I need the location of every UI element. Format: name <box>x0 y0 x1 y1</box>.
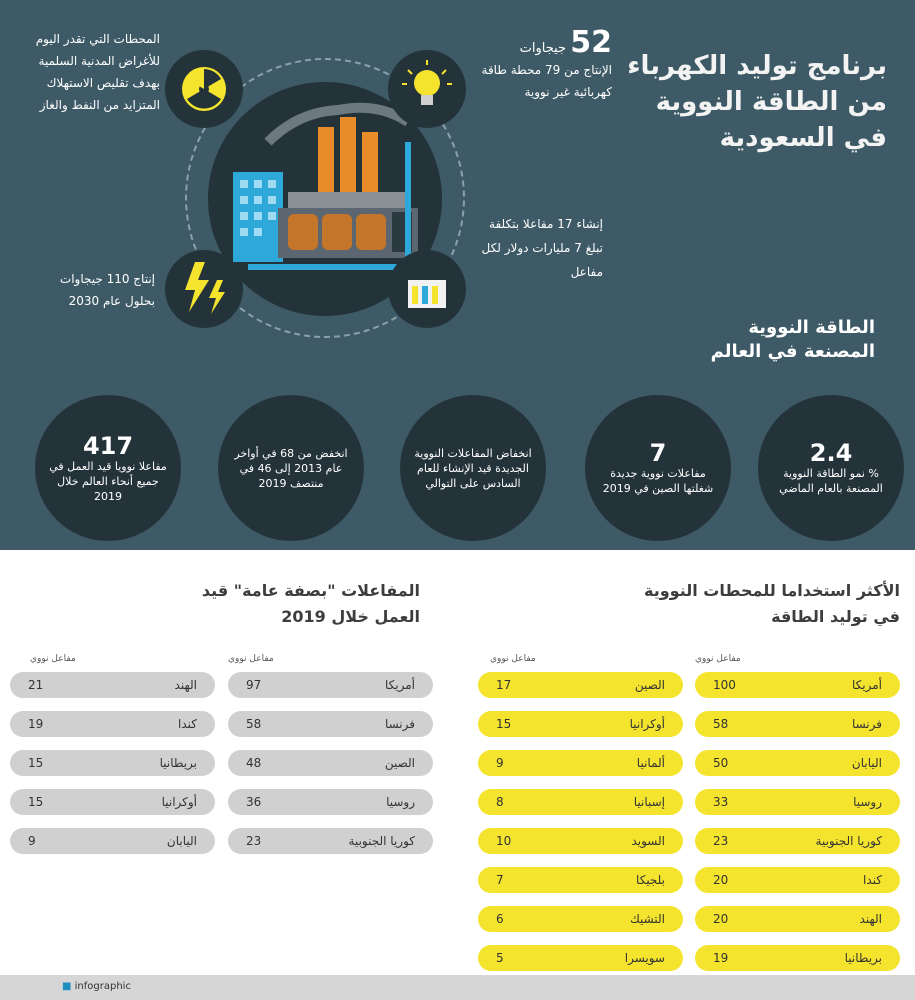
row-country: أمريكا <box>384 678 415 692</box>
lightning-circle <box>165 250 243 328</box>
radiation-circle <box>165 50 243 128</box>
right-section-title <box>575 578 900 630</box>
table-row <box>10 711 215 737</box>
column-header: مفاعل نووي <box>228 654 274 664</box>
table-row <box>478 672 683 698</box>
row-country: فرنسا <box>851 717 882 731</box>
stat-number: 417 <box>82 431 134 460</box>
fact-goal: المحطات التي تقدر اليوم للأغراض المدنية السلمية بهدف تقليص الاستهلاك المتزايد من النفط والغاز <box>35 32 160 112</box>
row-country: بريطانيا <box>844 951 882 965</box>
table-row <box>228 711 433 737</box>
column-header: مفاعل نووي <box>695 654 741 664</box>
row-country: الصين <box>384 756 415 770</box>
brand-text: infographic <box>74 981 131 992</box>
column-header: مفاعل نووي <box>30 654 76 664</box>
row-value: 7 <box>496 873 504 887</box>
title-line-3: في السعودية <box>719 123 887 153</box>
stat-growth <box>758 395 904 541</box>
left-title-line-1: المفاعلات "بصفة عامة" قيد <box>201 581 420 600</box>
title-line-2: من الطاقة النووية <box>655 87 887 117</box>
reactor-circle <box>388 250 466 328</box>
row-country: التشيك <box>629 912 665 926</box>
row-country: روسيا <box>386 795 415 809</box>
stat-number: 2.4 <box>809 439 853 467</box>
building-icon <box>388 250 466 328</box>
row-value: 23 <box>713 834 729 848</box>
row-country: اليابان <box>851 756 882 770</box>
fact-52-unit: جيجاوات <box>519 41 567 56</box>
row-value: 9 <box>496 756 504 770</box>
stat-total <box>35 395 181 541</box>
table-row <box>478 867 683 893</box>
left-section-title <box>150 578 420 630</box>
row-country: كوريا الجنوبية <box>815 834 882 848</box>
table-row <box>695 711 900 737</box>
title-line-1: برنامج توليد الكهرباء <box>627 51 887 81</box>
row-value: 6 <box>496 912 504 926</box>
fact-52-number: 52 <box>570 25 612 60</box>
row-value: 15 <box>28 756 44 770</box>
row-country: روسيا <box>853 795 882 809</box>
table-row <box>10 672 215 698</box>
row-country: كندا <box>863 873 882 887</box>
stat-china <box>585 395 731 541</box>
stat-text: انخفاض المفاعلات النووية الجديدة قيد الإنشاء للعام السادس على التوالي <box>414 446 532 490</box>
row-country: بريطانيا <box>159 756 197 770</box>
right-title-line-1: الأكثر استخداما للمحطات النووية <box>644 581 900 600</box>
page-title <box>607 48 887 156</box>
row-value: 10 <box>496 834 512 848</box>
row-value: 15 <box>28 795 44 809</box>
row-country: إسبانيا <box>633 795 665 809</box>
row-value: 36 <box>246 795 262 809</box>
footer <box>0 975 915 1000</box>
row-country: السويد <box>631 834 665 848</box>
row-value: 20 <box>713 873 729 887</box>
table-row <box>695 672 900 698</box>
table-row <box>695 828 900 854</box>
row-country: ألمانيا <box>636 756 665 770</box>
right-title-line-2: في توليد الطاقة <box>771 607 900 626</box>
lightbulb-icon <box>388 50 466 128</box>
brand-logo: ■ infographic <box>62 981 131 992</box>
row-value: 8 <box>496 795 504 809</box>
fact-52-text: الإنتاج من 79 محطة طاقة كهربائية غير نووية <box>481 63 612 99</box>
table-row <box>695 906 900 932</box>
lightning-icon <box>165 250 243 328</box>
row-value: 100 <box>713 678 736 692</box>
row-country: الصين <box>634 678 665 692</box>
row-value: 17 <box>496 678 512 692</box>
row-value: 58 <box>246 717 262 731</box>
row-value: 21 <box>28 678 44 692</box>
table-row <box>695 789 900 815</box>
tables-section <box>0 550 915 975</box>
table-row <box>228 672 433 698</box>
left-title-line-2: العمل خلال 2019 <box>281 607 420 626</box>
row-value: 19 <box>713 951 729 965</box>
row-value: 23 <box>246 834 262 848</box>
stat-text: مفاعلات نووية جديدة شغلتها الصين في 2019 <box>602 467 714 495</box>
row-value: 19 <box>28 717 44 731</box>
stat-decrease <box>218 395 364 541</box>
row-value: 20 <box>713 912 729 926</box>
row-value: 48 <box>246 756 262 770</box>
table-row <box>695 750 900 776</box>
row-value: 9 <box>28 834 36 848</box>
table-row <box>478 906 683 932</box>
row-country: أوكرانيا <box>629 717 665 731</box>
stat-text: انخفض من 68 في أواخر عام 2013 إلى 46 في منتصف 2019 <box>234 446 348 490</box>
table-row <box>695 867 900 893</box>
row-country: فرنسا <box>384 717 415 731</box>
table-row <box>10 828 215 854</box>
row-value: 33 <box>713 795 729 809</box>
table-row <box>228 789 433 815</box>
row-value: 15 <box>496 717 512 731</box>
stat-number: 7 <box>649 439 667 467</box>
table-row <box>478 945 683 971</box>
lightbulb-circle <box>388 50 466 128</box>
row-value: 97 <box>246 678 262 692</box>
row-country: اليابان <box>166 834 197 848</box>
fact-17-reactors: إنشاء 17 مفاعلا بتكلفة تبلغ 7 مليارات دولار لكل مفاعل <box>481 217 603 279</box>
row-country: كندا <box>178 717 197 731</box>
row-value: 58 <box>713 717 729 731</box>
row-country: أوكرانيا <box>161 795 197 809</box>
world-heading <box>655 316 875 364</box>
stat-text: مفاعلا نوويا قيد العمل في جميع أنحاء العالم خلال 2019 <box>49 459 167 503</box>
table-row <box>228 750 433 776</box>
row-value: 50 <box>713 756 729 770</box>
row-country: الهند <box>859 912 882 926</box>
table-row <box>478 828 683 854</box>
row-country: سويسرا <box>624 951 665 965</box>
row-country: كوريا الجنوبية <box>348 834 415 848</box>
stat-decline <box>400 395 546 541</box>
table-row <box>695 945 900 971</box>
table-row <box>478 789 683 815</box>
world-heading-line-2: المصنعة في العالم <box>710 341 875 362</box>
column-header: مفاعل نووي <box>490 654 536 664</box>
stat-text: % نمو الطاقة النووية المصنعة بالعام الماضي <box>779 467 883 495</box>
table-row <box>478 750 683 776</box>
table-row <box>10 750 215 776</box>
fact-52-gw <box>472 25 612 103</box>
table-row <box>10 789 215 815</box>
row-value: 5 <box>496 951 504 965</box>
row-country: الهند <box>174 678 197 692</box>
table-row <box>478 711 683 737</box>
world-heading-line-1: الطاقة النووية <box>748 317 875 338</box>
fact-110-gw: إنتاج 110 جيجاوات بحلول عام 2030 <box>59 272 155 308</box>
row-country: بلجيكا <box>636 873 665 887</box>
radiation-icon <box>165 50 243 128</box>
row-country: أمريكا <box>851 678 882 692</box>
table-row <box>228 828 433 854</box>
